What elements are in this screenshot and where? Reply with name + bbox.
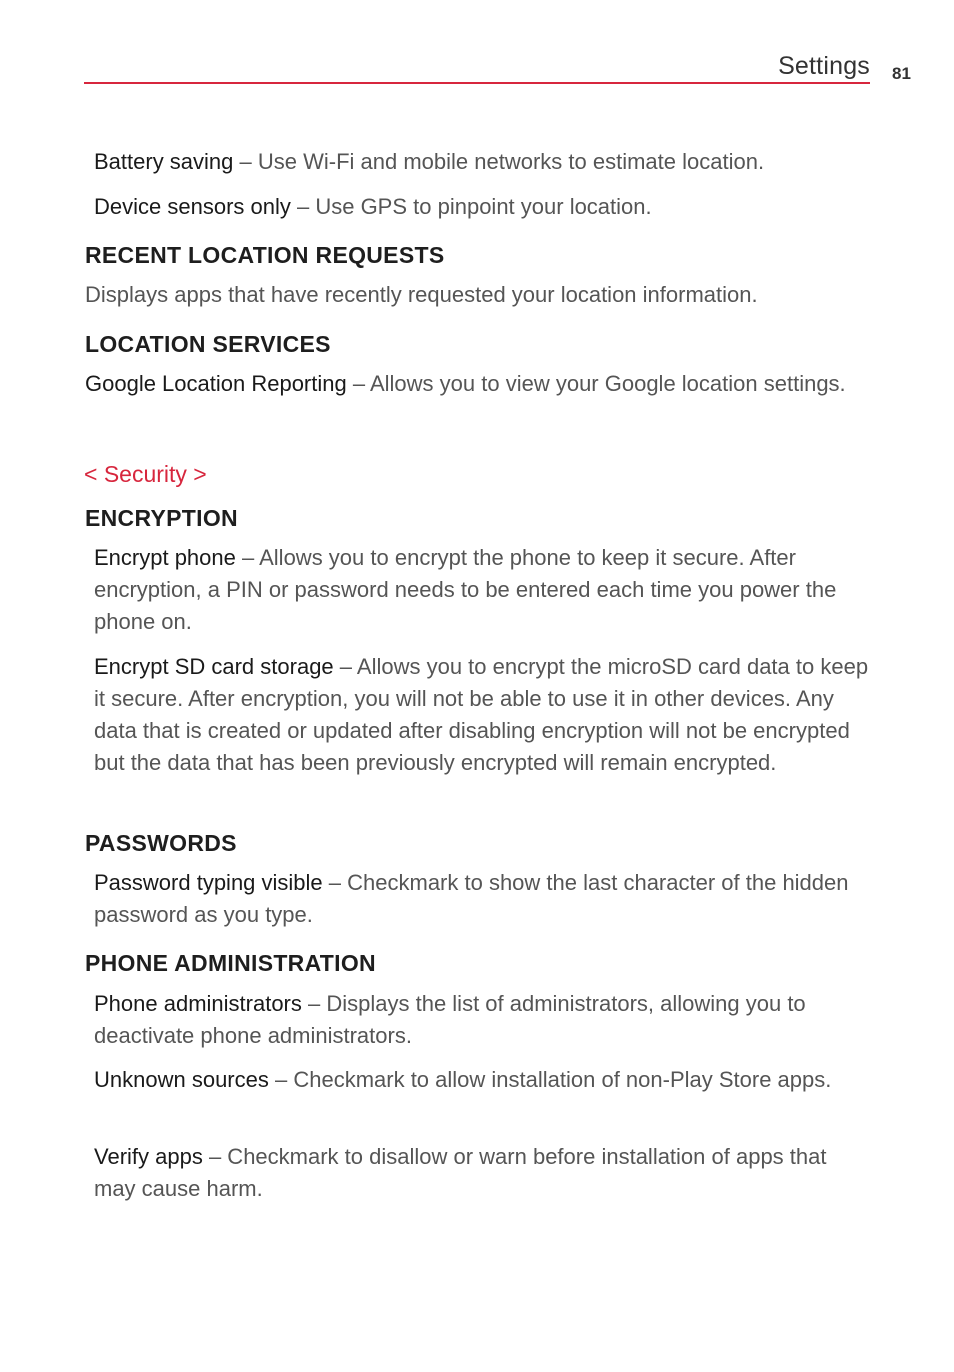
item-term: Unknown sources xyxy=(94,1067,269,1092)
encryption-item-encrypt-phone xyxy=(94,542,874,638)
recent-location-requests-text: Displays apps that have recently requested your location information. xyxy=(85,282,758,307)
heading-location-services: LOCATION SERVICES xyxy=(85,331,331,357)
location-mode-battery-saving xyxy=(94,146,874,178)
item-term: Device sensors only xyxy=(94,194,291,219)
heading-phone-administration: PHONE ADMINISTRATION xyxy=(85,950,376,976)
item-description: – Checkmark to show the last character of the hidden password as you type. xyxy=(94,870,849,927)
header-rule xyxy=(84,82,870,84)
item-description: – Allows you to encrypt the microSD card data to keep it secure. After encryption, you will not be able to use it in other devices. Any data that is created or updated after disabling encryption will not be encrypted but the data that has been previously encrypted will remain encrypted. xyxy=(94,654,869,775)
item-description: – Use Wi-Fi and mobile networks to estimate location. xyxy=(233,149,765,174)
item-description: – Allows you to encrypt the phone to keep it secure. After encryption, a PIN or password needs to be entered each time you power the phone on. xyxy=(94,545,837,634)
heading-recent-location-requests: RECENT LOCATION REQUESTS xyxy=(85,242,445,268)
location-services-item xyxy=(85,368,865,400)
item-description: – Checkmark to allow installation of non-Play Store apps. xyxy=(268,1067,832,1092)
item-term: Phone administrators xyxy=(94,991,302,1016)
heading-encryption: ENCRYPTION xyxy=(85,505,238,531)
item-term: Encrypt phone xyxy=(94,545,236,570)
page-header xyxy=(84,52,870,84)
header-title: Settings xyxy=(778,52,870,80)
page-number: 81 xyxy=(892,64,911,83)
item-description: – Checkmark to disallow or warn before installation of apps that may cause harm. xyxy=(94,1144,827,1201)
item-term: Verify apps xyxy=(94,1144,203,1169)
item-description: – Displays the list of administrators, allowing you to deactivate phone administrators. xyxy=(94,991,806,1048)
item-term: Password typing visible xyxy=(94,870,323,895)
item-description: – Allows you to view your Google location settings. xyxy=(346,371,846,396)
heading-passwords: PASSWORDS xyxy=(85,830,237,856)
location-mode-device-sensors xyxy=(94,191,874,223)
item-term: Battery saving xyxy=(94,149,234,174)
section-label-security: < Security > xyxy=(84,461,207,487)
item-term: Encrypt SD card storage xyxy=(94,654,334,679)
phone-admin-item-administrators xyxy=(94,988,874,1052)
item-term: Google Location Reporting xyxy=(85,371,347,396)
phone-admin-item-verify-apps xyxy=(94,1141,874,1205)
item-description: – Use GPS to pinpoint your location. xyxy=(290,194,652,219)
phone-admin-item-unknown-sources xyxy=(94,1064,874,1096)
encryption-item-encrypt-sd-card xyxy=(94,651,874,779)
passwords-item-typing-visible xyxy=(94,867,874,931)
